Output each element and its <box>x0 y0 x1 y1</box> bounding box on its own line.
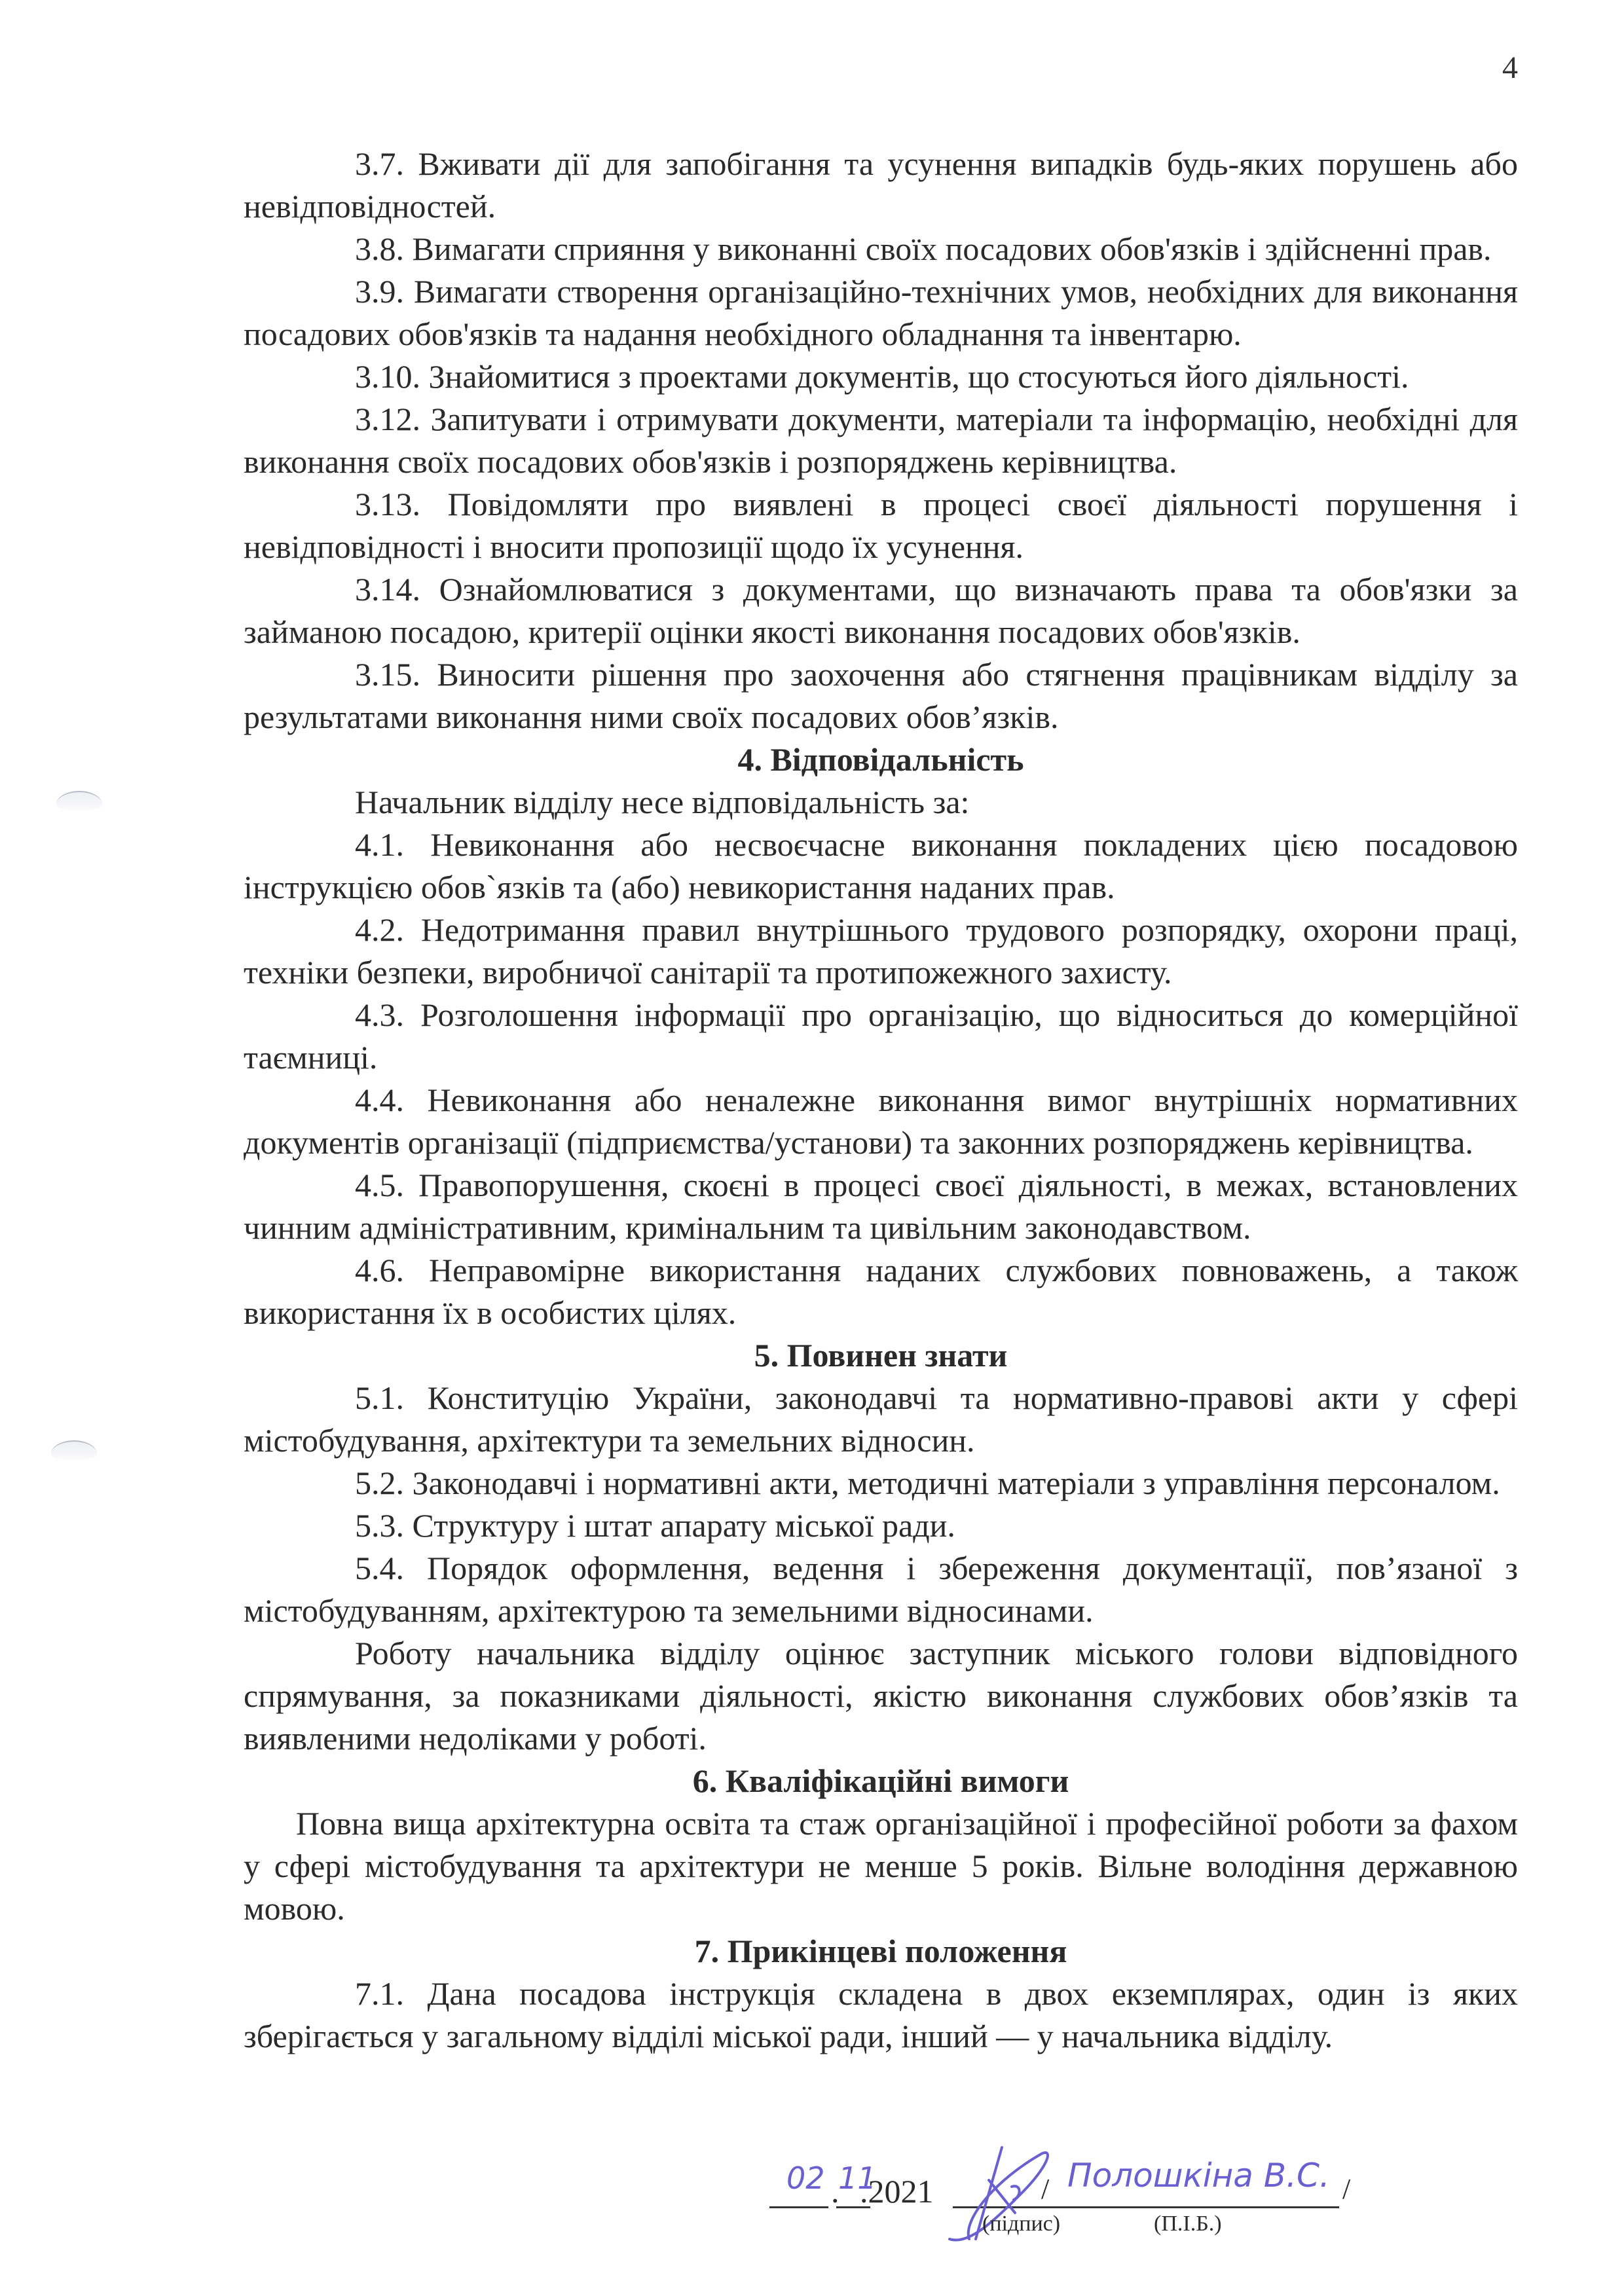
item-number: 3.14. <box>355 571 420 608</box>
item-text: Виносити рішення про заохочення або стягнення працівникам відділу за результатами виконання ними своїх посадових обов’язків. <box>244 656 1519 735</box>
section-5-heading: 5. Повинен знати <box>754 1337 1008 1374</box>
item-text: Вживати дії для запобігання та усунення випадків будь-яких порушень або невідповідностей. <box>244 145 1518 225</box>
item-text: Дана посадова інструкція складена в двох екземплярах, один із яких зберігається у загальному відділі міської ради, інший — у начальника відділу. <box>244 1975 1518 2054</box>
item-text: Розголошення інформації про організацію, що відноситься до комерційної таємниці. <box>244 996 1518 1076</box>
item-3-8 <box>244 228 1518 270</box>
item-4-1 <box>244 824 1518 909</box>
item-3-15 <box>244 653 1518 738</box>
signature-block <box>763 2157 1536 2239</box>
item-text: Невиконання або несвоєчасне виконання покладених цією посадовою інструкцією обов`язків та (або) невикористання наданих прав. <box>244 826 1519 905</box>
item-5-3 <box>244 1504 1518 1547</box>
item-3-13 <box>244 483 1518 568</box>
item-5-4 <box>244 1547 1518 1632</box>
date-year: .2021 <box>860 2173 934 2210</box>
item-number: 3.15. <box>355 656 420 693</box>
item-3-7 <box>244 143 1518 228</box>
item-number: 4.6. <box>355 1252 404 1288</box>
evaluation-paragraph: Роботу начальника відділу оцінює заступник міського голови відповідного спрямування, за показниками діяльності, якістю виконання службових обов’язків та виявленими недоліками у роботі. <box>244 1635 1518 1757</box>
section-4-intro: Начальник відділу несе відповідальність за: <box>355 784 970 820</box>
item-text: Правопорушення, скоєні в процесі своєї діяльності, в межах, встановлених чинним адміністративним, кримінальним та цивільним законодавством. <box>244 1167 1518 1246</box>
item-number: 3.12. <box>355 401 420 437</box>
item-number: 4.3. <box>355 996 404 1033</box>
item-text: Порядок оформлення, ведення і збереження документації, пов’язаної з містобудуванням, архітектурою та земельними відносинами. <box>244 1550 1518 1629</box>
item-number: 3.9. <box>355 273 404 310</box>
item-text: Ознайомлюватися з документами, що визначають права та обов'язки за займаною посадою, критерії оцінки якості виконання посадових обов'язків. <box>244 571 1518 650</box>
date-day-handwritten: 02 <box>786 2160 825 2196</box>
item-number: 5.3. <box>355 1507 404 1544</box>
item-7-1 <box>244 1973 1518 2058</box>
item-number: 4.5. <box>355 1167 404 1203</box>
item-3-9 <box>244 270 1518 355</box>
separator-slash-right: / <box>1342 2173 1351 2205</box>
item-3-12 <box>244 398 1518 483</box>
signature-caption: (підпис) <box>982 2212 1061 2236</box>
item-4-4 <box>244 1079 1518 1164</box>
item-number: 3.13. <box>355 486 420 522</box>
item-4-6 <box>244 1249 1518 1334</box>
punch-hole-bottom <box>51 1440 97 1460</box>
item-5-2 <box>244 1462 1518 1504</box>
item-4-3 <box>244 994 1518 1079</box>
date-month-handwritten: 11 <box>838 2160 877 2196</box>
name-caption: (П.І.Б.) <box>1154 2212 1222 2236</box>
item-number: 4.2. <box>355 911 404 948</box>
date-dot: . <box>831 2173 840 2210</box>
item-number: 7.1. <box>355 1975 404 2012</box>
item-text: Конституцію України, законодавчі та нормативно-правові акти у сфері містобудування, архітектури та земельних відносин. <box>244 1379 1519 1459</box>
item-text: Неправомірне використання наданих службових повноважень, а також використання їх в особистих цілях. <box>244 1252 1519 1331</box>
item-number: 5.2. <box>355 1465 404 1501</box>
qualification-paragraph: Повна вища архітектурна освіта та стаж організаційної і професійної роботи за фахом у сфері містобудування та архітектури не менше 5 років. Вільне володіння державною мовою. <box>244 1805 1518 1927</box>
date-day-underline <box>769 2206 828 2208</box>
item-text: Законодавчі і нормативні акти, методичні матеріали з управління персоналом. <box>412 1465 1500 1501</box>
item-number: 3.8. <box>355 230 404 267</box>
item-text: Запитувати і отримувати документи, матеріали та інформацію, необхідні для виконання своїх посадових обов'язків і розпоряджень керівництва. <box>244 401 1519 480</box>
item-number: 5.4. <box>355 1550 404 1586</box>
item-text: Структуру і штат апарату міської ради. <box>412 1507 955 1544</box>
page-number: 4 <box>1502 50 1518 85</box>
name-line <box>1051 2206 1339 2208</box>
item-text: Вимагати сприяння у виконанні своїх посадових обов'язків і здійсненні прав. <box>412 230 1492 267</box>
section-6-heading: 6. Кваліфікаційні вимоги <box>692 1762 1069 1799</box>
name-handwritten: Полошкіна В.С. <box>1067 2157 1330 2195</box>
item-3-10 <box>244 355 1518 398</box>
item-number: 3.10. <box>355 358 420 395</box>
item-text: Повідомляти про виявлені в процесі своєї діяльності порушення і невідповідності і вносити пропозиції щодо їх усунення. <box>244 486 1518 565</box>
punch-hole-top <box>56 791 102 811</box>
item-text: Вимагати створення організаційно-технічних умов, необхідних для виконання посадових обов'язків та надання необхідного обладнання та інвентарю. <box>244 273 1519 352</box>
separator-slash-left: / <box>1041 2173 1050 2205</box>
item-text: Знайомитися з проектами документів, що стосуються його діяльності. <box>428 358 1409 395</box>
item-number: 4.1. <box>355 826 404 863</box>
section-7-heading: 7. Прикінцеві положення <box>694 1933 1067 1969</box>
item-number: 5.1. <box>355 1379 404 1416</box>
section-4-heading: 4. Відповідальність <box>737 741 1024 778</box>
item-number: 4.4. <box>355 1082 404 1118</box>
item-4-5 <box>244 1164 1518 1249</box>
document-body <box>244 143 1518 2058</box>
item-4-2 <box>244 909 1518 994</box>
item-text: Невиконання або неналежне виконання вимог внутрішніх нормативних документів організації (підприємства/установи) та законних розпоряджень керівництва. <box>244 1082 1518 1161</box>
item-3-14 <box>244 568 1518 653</box>
item-text: Недотримання правил внутрішнього трудового розпорядку, охорони праці, техніки безпеки, виробничої санітарії та протипожежного захисту. <box>244 911 1519 991</box>
item-number: 3.7. <box>355 145 404 182</box>
item-5-1 <box>244 1377 1518 1462</box>
